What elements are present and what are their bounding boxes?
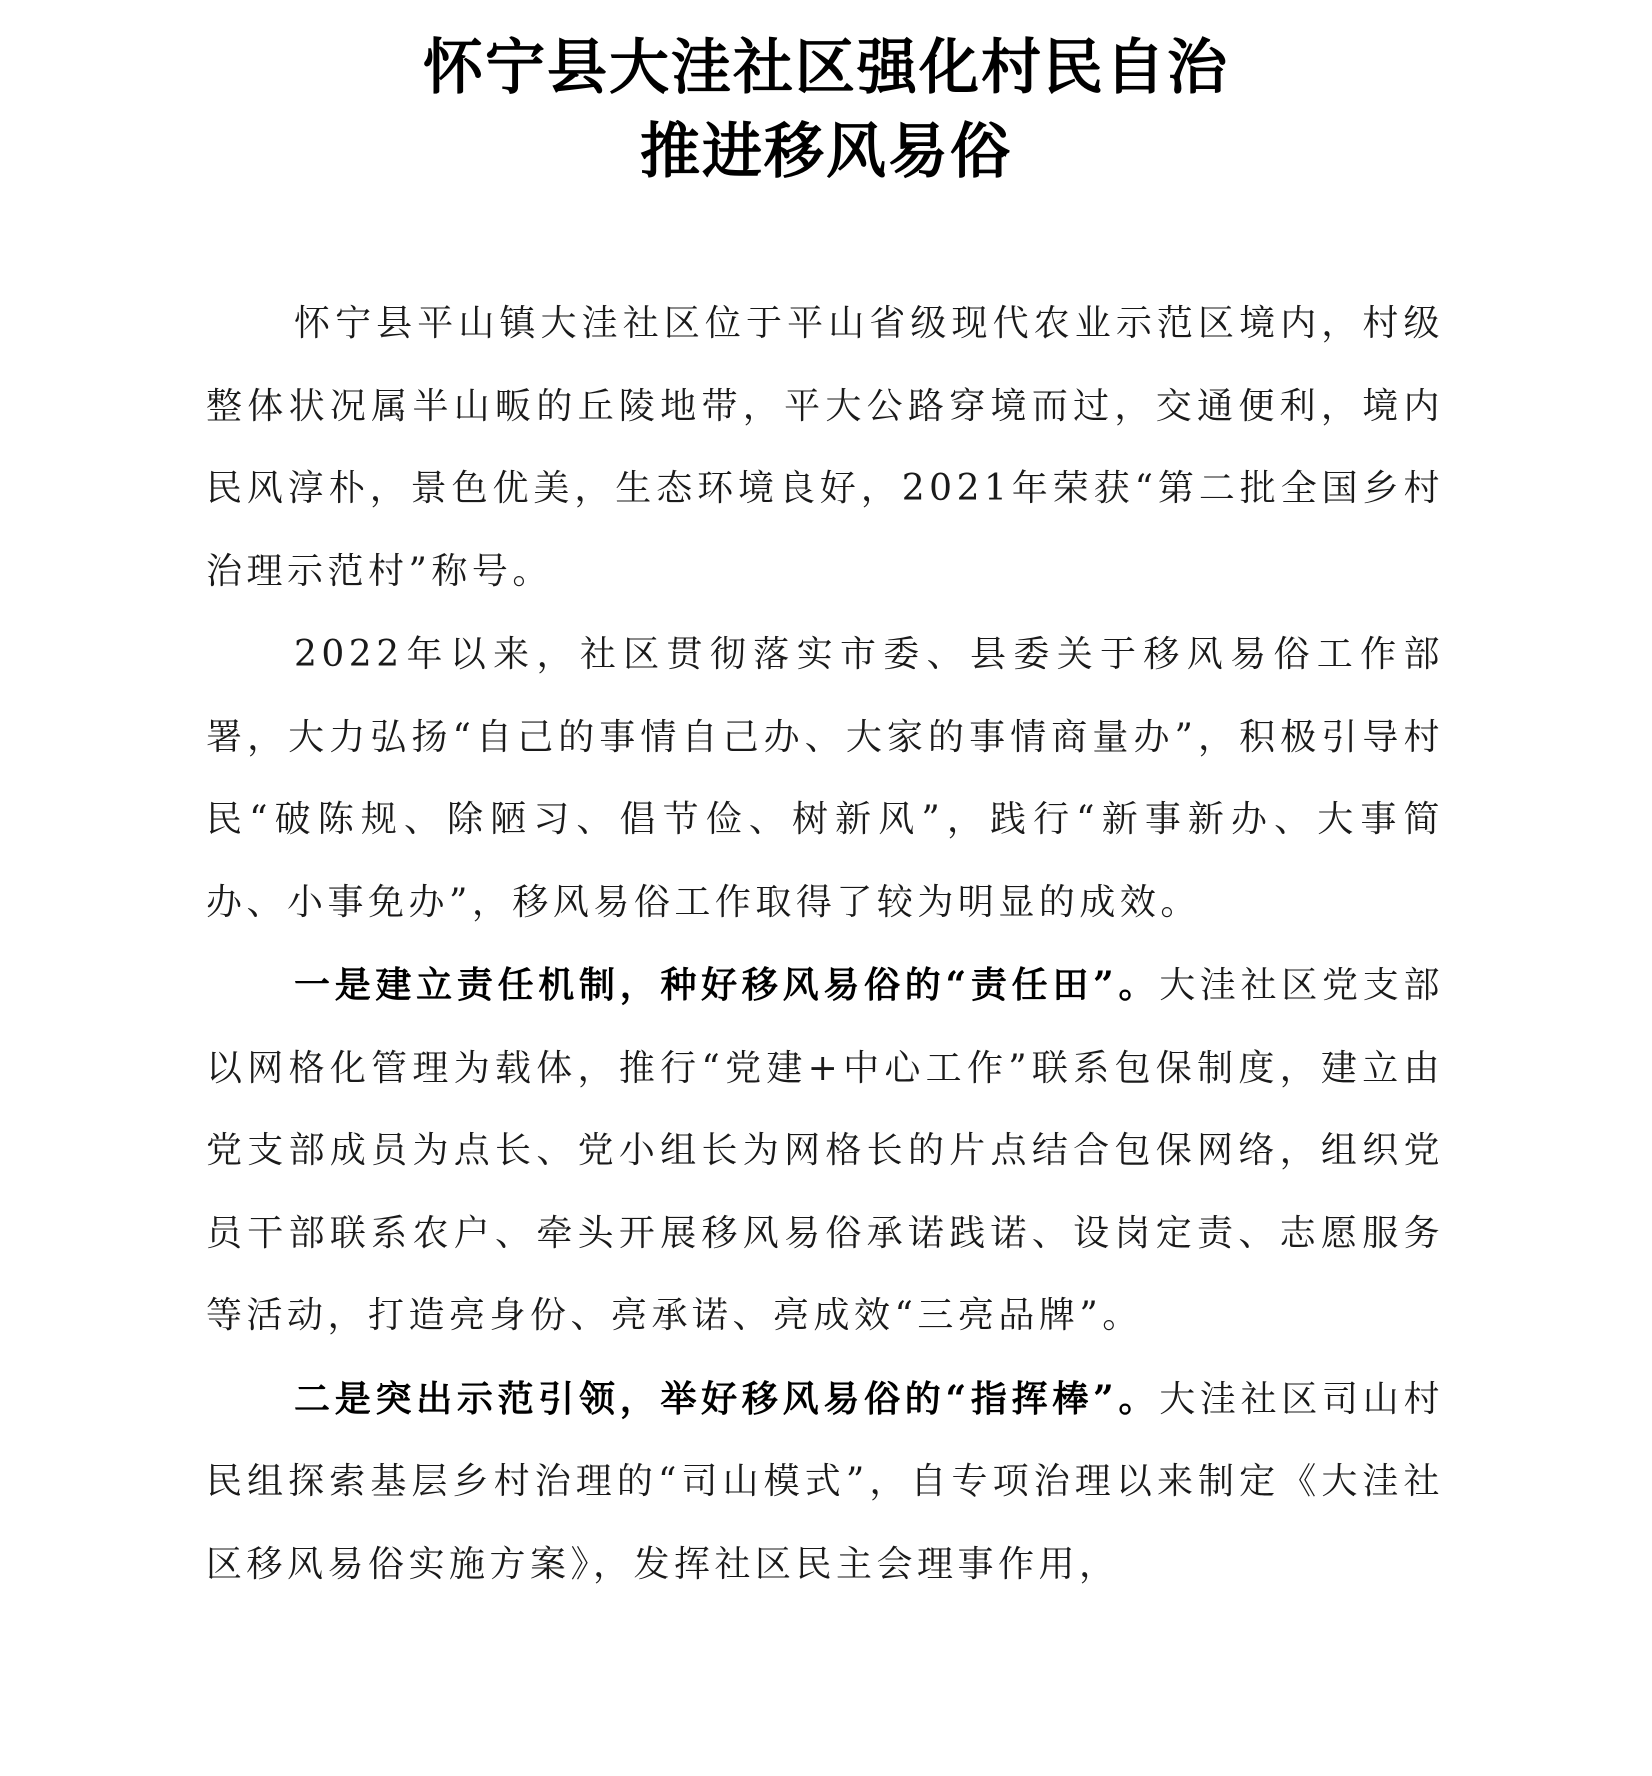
paragraph-text: 2022年以来，社区贯彻落实市委、县委关于移风易俗工作部署，大力弘扬“自己的事情自己办、大家的事情商量办”，积极引导村民“破陈规、除陋习、倡节俭、树新风”，践行“新事新办、大事简办、小事免办”，移风易俗工作取得了较为明显的成效。 bbox=[206, 634, 1444, 923]
paragraph-location bbox=[206, 282, 1444, 613]
document-body bbox=[206, 282, 1444, 1606]
paragraph-lead: 一是建立责任机制，种好移风易俗的“责任田”。 bbox=[294, 964, 1160, 1006]
title-line-2: 推进移风易俗 bbox=[640, 117, 1012, 187]
title-line-1: 怀宁县大洼社区强化村民自治 bbox=[423, 33, 1229, 103]
paragraph-overview bbox=[206, 613, 1444, 944]
paragraph-demonstration bbox=[206, 1358, 1444, 1607]
paragraph-text: 大洼社区司山村民组探索基层乡村治理的“司山模式”，自专项治理以来制定《大洼社区移风易俗实施方案》，发挥社区民主会理事作用， bbox=[206, 1378, 1444, 1585]
paragraph-text: 大洼社区党支部以网格化管理为载体，推行“党建+中心工作”联系包保制度，建立由党支部成员为点长、党小组长为网格长的片点结合包保网络，组织党员干部联系农户、牵头开展移风易俗承诺践诺、设岗定责、志愿服务等活动，打造亮身份、亮承诺、亮成效“三亮品牌”。 bbox=[206, 965, 1444, 1336]
paragraph-lead: 二是突出示范引领，举好移风易俗的“指挥棒”。 bbox=[294, 1377, 1160, 1420]
paragraph-responsibility bbox=[206, 944, 1444, 1358]
document-title bbox=[0, 26, 1652, 194]
paragraph-text: 怀宁县平山镇大洼社区位于平山省级现代农业示范区境内，村级整体状况属半山畈的丘陵地带，平大公路穿境而过，交通便利，境内民风淳朴，景色优美，生态环境良好，2021年荣获“第二批全国乡村治理示范村”称号。 bbox=[206, 303, 1444, 592]
